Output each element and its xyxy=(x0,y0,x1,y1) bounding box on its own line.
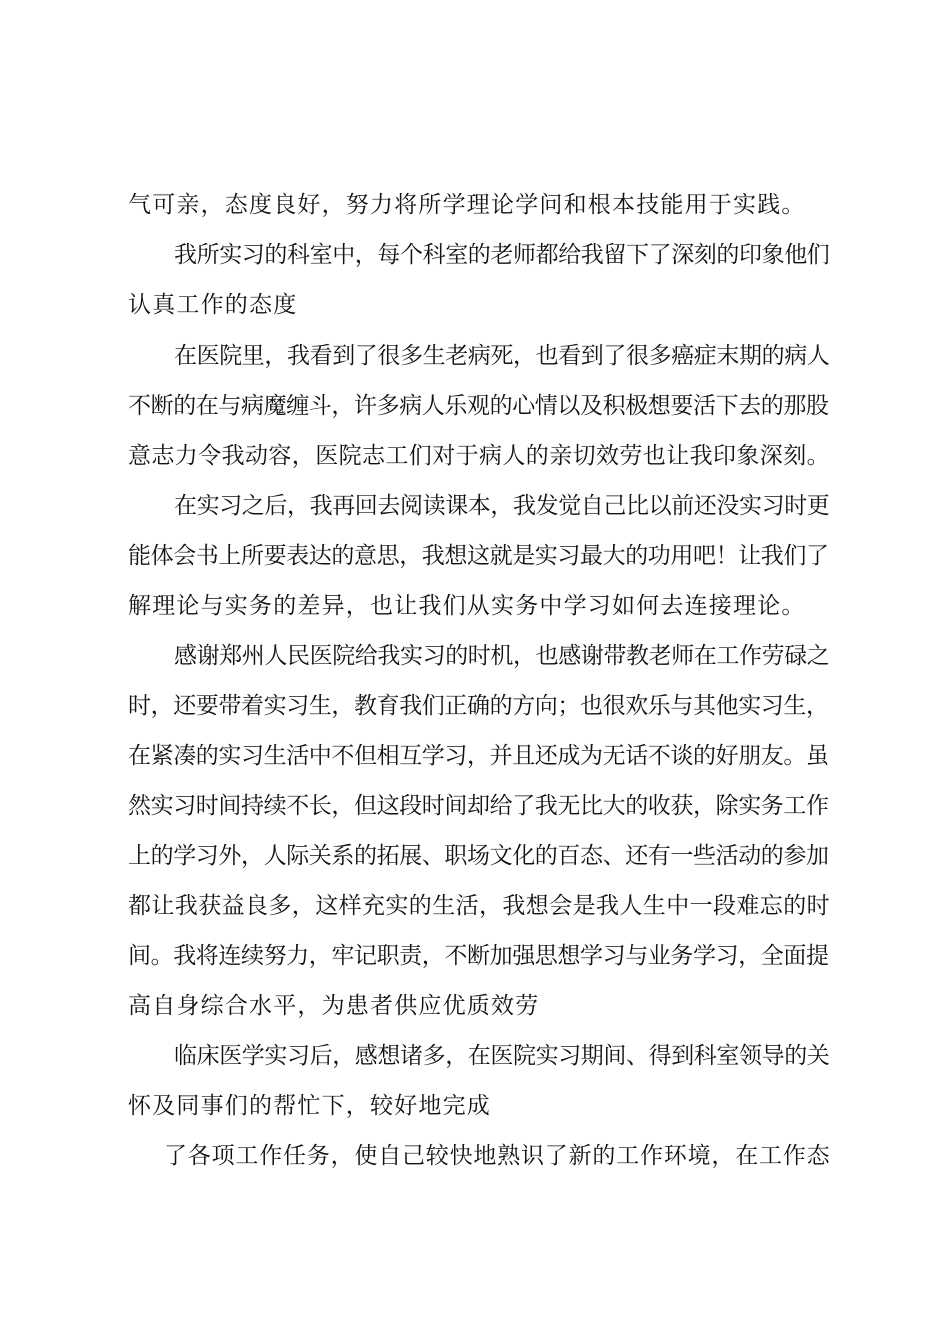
text-line: 能体会书上所要表达的意思，我想这就是实习最大的功用吧！让我们了 xyxy=(128,543,829,569)
text-line: 在实习之后，我再回去阅读课本，我发觉自己比以前还没实习时更 xyxy=(174,493,830,519)
text-line: 在紧凑的实习生活中不但相互学习，并且还成为无话不谈的好朋友。虽 xyxy=(128,743,829,769)
text-line: 时，还要带着实习生，教育我们正确的方向；也很欢乐与其他实习生， xyxy=(128,693,829,719)
text-line: 了各项工作任务，使自己较快地熟识了新的工作环境，在工作态 xyxy=(164,1143,831,1169)
text-line: 认真工作的态度 xyxy=(128,292,298,318)
text-line: 解理论与实务的差异，也让我们从实务中学习如何去连接理论。 xyxy=(128,593,806,619)
text-line: 怀及同事们的帮忙下，较好地完成 xyxy=(128,1093,491,1119)
text-line: 意志力令我动容，医院志工们对于病人的亲切效劳也让我印象深刻。 xyxy=(128,443,830,469)
text-line: 感谢郑州人民医院给我实习的时机，也感谢带教老师在工作劳碌之 xyxy=(174,643,830,669)
text-line: 间。我将连续努力，牢记职责，不断加强思想学习与业务学习，全面提 xyxy=(128,943,829,969)
text-line: 上的学习外，人际关系的拓展、职场文化的百态、还有一些活动的参加 xyxy=(128,843,829,869)
text-line: 不断的在与病魔缠斗，许多病人乐观的心情以及积极想要活下去的那股 xyxy=(128,393,829,419)
text-line: 然实习时间持续不长，但这段时间却给了我无比大的收获，除实务工作 xyxy=(128,793,829,819)
text-line: 在医院里，我看到了很多生老病死，也看到了很多癌症末期的病人 xyxy=(174,343,830,369)
text-line: 我所实习的科室中，每个科室的老师都给我留下了深刻的印象他们 xyxy=(174,242,830,268)
text-line: 临床医学实习后，感想诸多，在医院实习期间、得到科室领导的关 xyxy=(174,1043,830,1069)
text-line: 高自身综合水平，为患者供应优质效劳 xyxy=(128,993,540,1019)
text-line: 气可亲，态度良好，努力将所学理论学问和根本技能用于实践。 xyxy=(128,192,806,218)
text-line: 都让我获益良多，这样充实的生活，我想会是我人生中一段难忘的时 xyxy=(128,893,830,919)
